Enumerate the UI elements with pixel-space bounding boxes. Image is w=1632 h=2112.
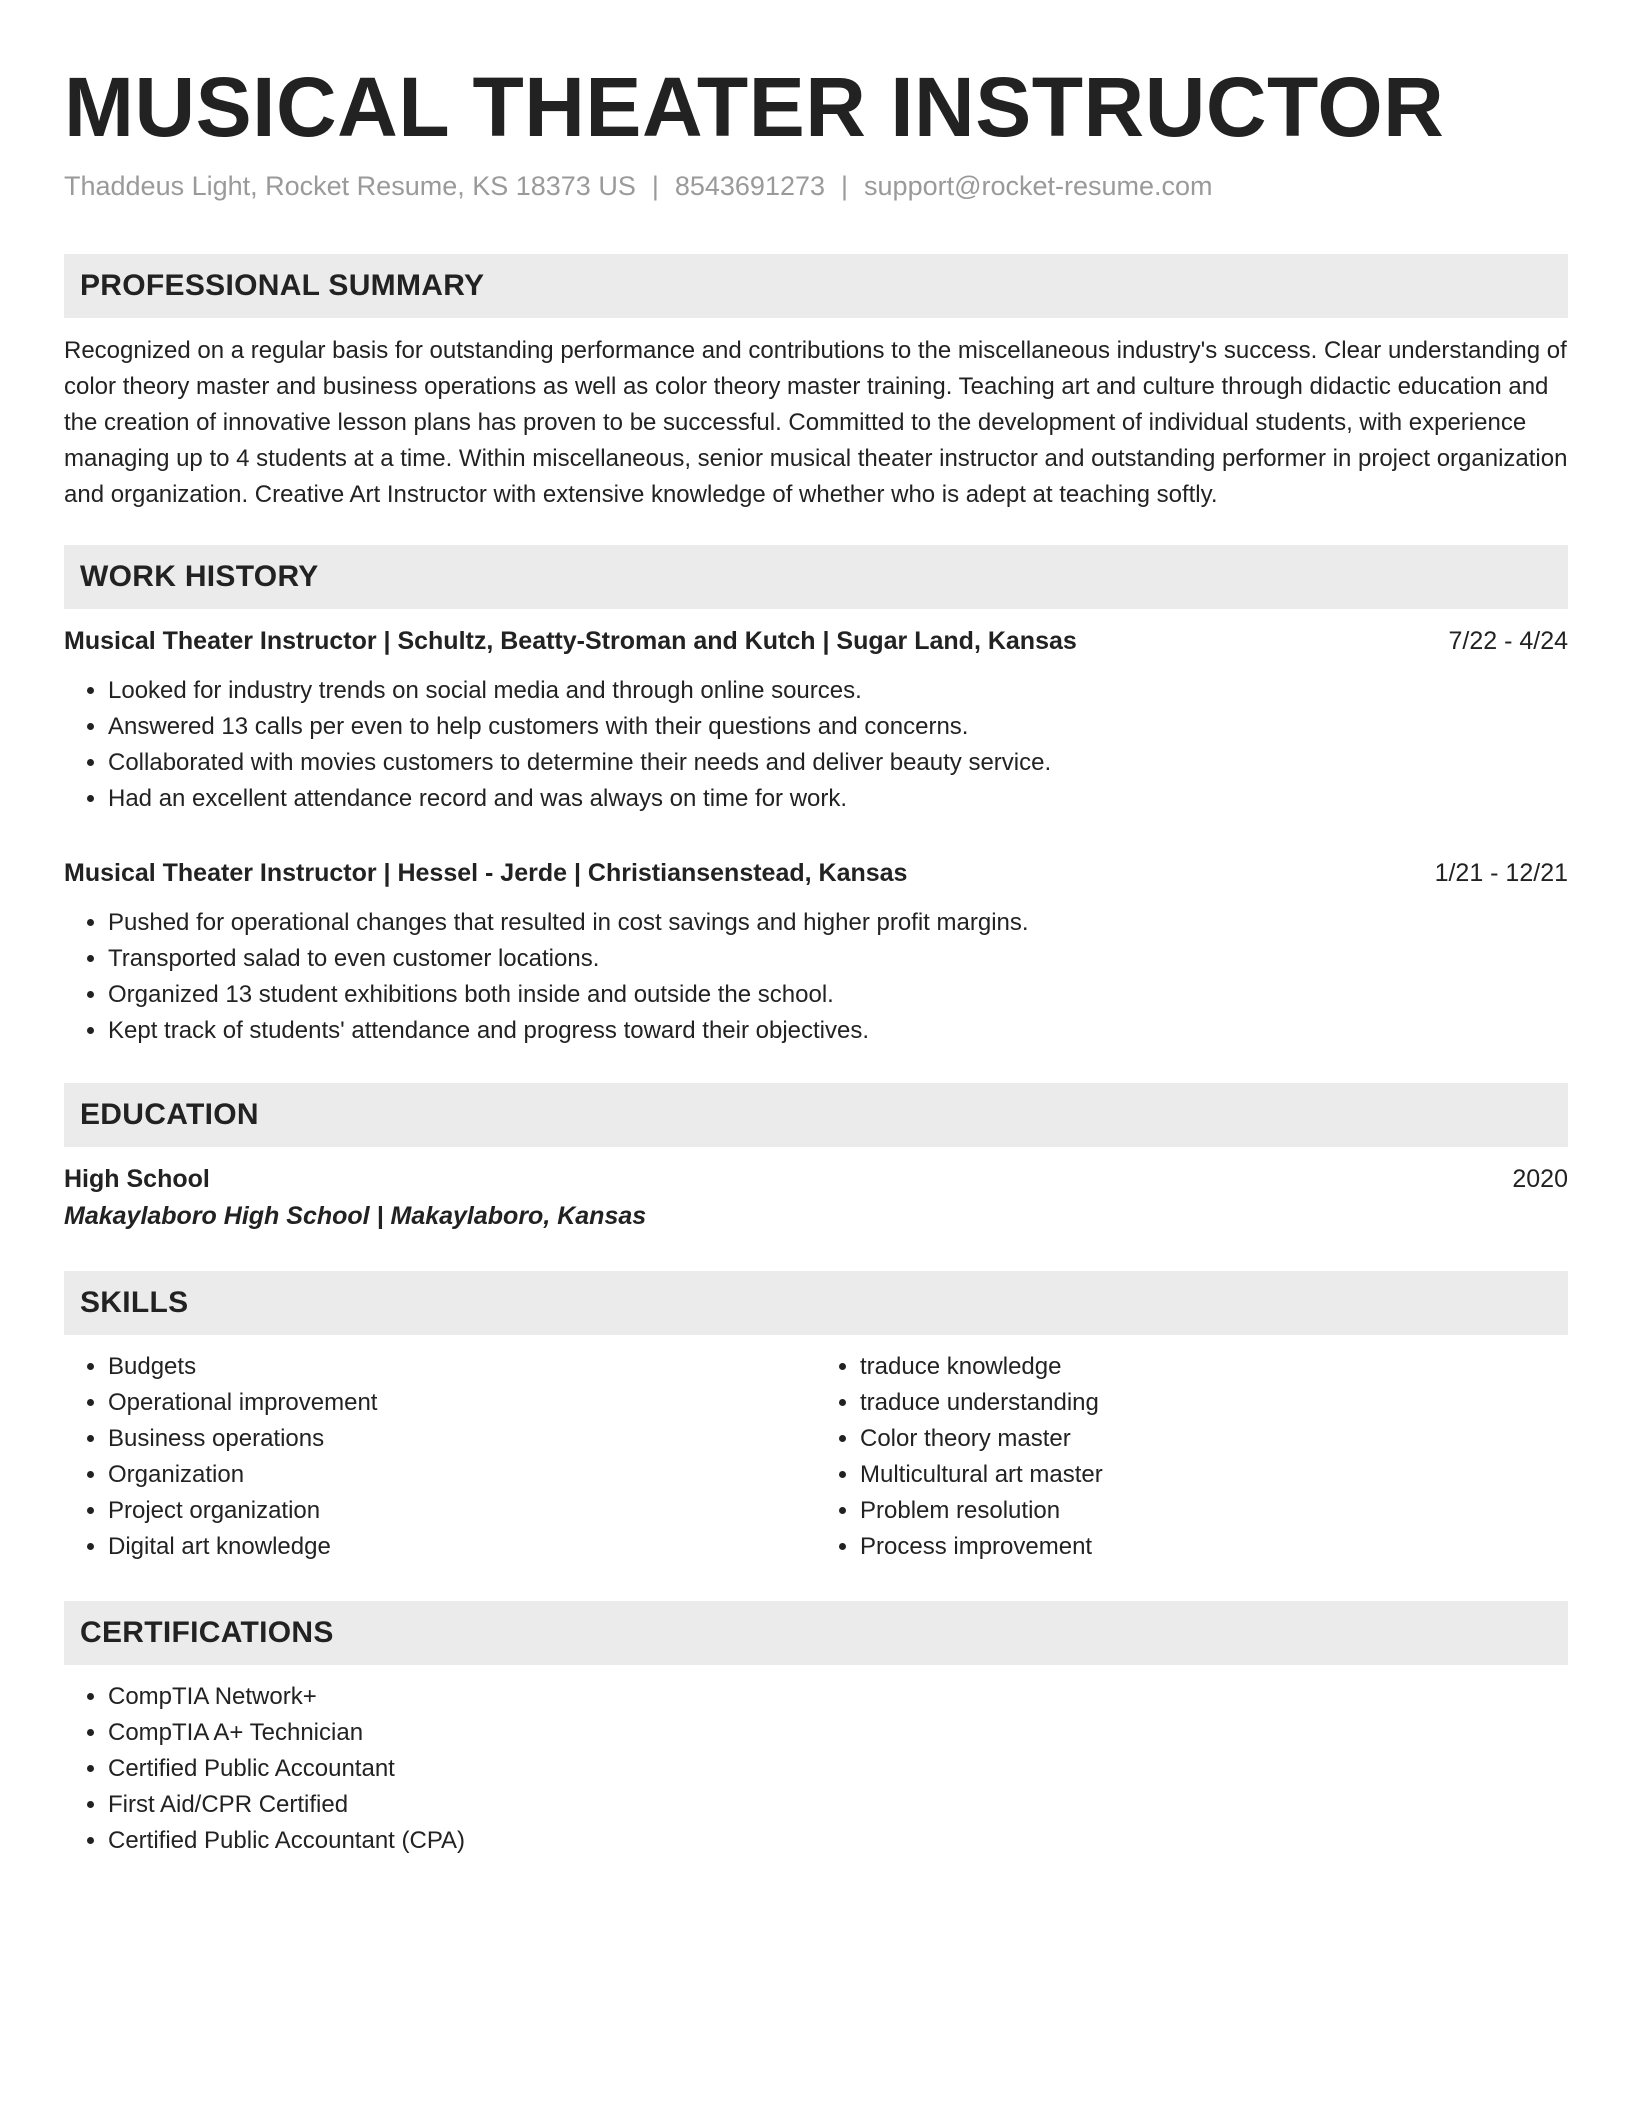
certification-item: • First Aid/CPR Certified xyxy=(108,1787,1568,1823)
job-bullets xyxy=(64,673,1568,817)
education-entry xyxy=(64,1161,1568,1235)
job-bullet: • Organized 13 student exhibitions both inside and outside the school. xyxy=(108,977,1568,1013)
job-bullet: • Kept track of students' attendance and progress toward their objectives. xyxy=(108,1013,1568,1049)
job-header xyxy=(64,623,1568,659)
job-bullet: • Collaborated with movies customers to determine their needs and deliver beauty service. xyxy=(108,745,1568,781)
skills-list-left xyxy=(64,1349,816,1565)
job-bullet: • Looked for industry trends on social media and through online sources. xyxy=(108,673,1568,709)
education-degree: High School xyxy=(64,1165,210,1193)
certification-item: • Certified Public Accountant (CPA) xyxy=(108,1823,1568,1859)
contact-separator: | xyxy=(841,171,849,201)
job-entry xyxy=(64,855,1568,1049)
skills-grid xyxy=(64,1349,1568,1565)
job-bullet: • Answered 13 calls per even to help customers with their questions and concerns. xyxy=(108,709,1568,745)
education-school: Makaylaboro High School | Makaylaboro, Kansas xyxy=(64,1202,647,1230)
skill-item: • Digital art knowledge xyxy=(108,1529,816,1565)
skill-item: • Multicultural art master xyxy=(860,1457,1568,1493)
resume-page xyxy=(64,52,1568,1859)
contact-address: Thaddeus Light, Rocket Resume, KS 18373 US xyxy=(64,171,636,201)
certifications-list xyxy=(64,1679,1568,1859)
job-dates: 7/22 - 4/24 xyxy=(1448,627,1568,655)
skill-item: • traduce knowledge xyxy=(860,1349,1568,1385)
job-title-line: Musical Theater Instructor | Hessel - Jerde | Christiansenstead, Kansas xyxy=(64,859,908,887)
resume-title: MUSICAL THEATER INSTRUCTOR xyxy=(64,60,1445,154)
contact-email: support@rocket-resume.com xyxy=(864,171,1213,201)
job-dates: 1/21 - 12/21 xyxy=(1434,859,1568,887)
contact-line xyxy=(64,168,1568,204)
job-bullets xyxy=(64,905,1568,1049)
skill-item: • Process improvement xyxy=(860,1529,1568,1565)
job-title-line: Musical Theater Instructor | Schultz, Beatty-Stroman and Kutch | Sugar Land, Kansas xyxy=(64,627,1077,655)
certification-item: • Certified Public Accountant xyxy=(108,1751,1568,1787)
job-entry xyxy=(64,623,1568,817)
job-bullet: • Transported salad to even customer locations. xyxy=(108,941,1568,977)
education-heading: EDUCATION xyxy=(64,1083,1568,1147)
skill-item: • Organization xyxy=(108,1457,816,1493)
summary-text: Recognized on a regular basis for outstanding performance and contributions to the miscellaneous industry's success. Clear understanding of color theory master and business operations as well as color theory master training. Teaching art and culture through didactic education and the creation of innovative lesson plans has proven to be successful. Committed to the development of individual students, with experience managing up to 4 students at a time. Within miscellaneous, senior musical theater instructor and outstanding performer in project organization and organization. Creative Art Instructor with extensive knowledge of whether who is adept at teaching softly. xyxy=(64,337,1568,508)
contact-separator: | xyxy=(651,171,659,201)
certification-item: • CompTIA A+ Technician xyxy=(108,1715,1568,1751)
job-bullet: • Had an excellent attendance record and was always on time for work. xyxy=(108,781,1568,817)
skill-item: • Operational improvement xyxy=(108,1385,816,1421)
skills-list-right xyxy=(816,1349,1568,1565)
certification-item: • CompTIA Network+ xyxy=(108,1679,1568,1715)
certifications-heading: CERTIFICATIONS xyxy=(64,1601,1568,1665)
work-history-heading: WORK HISTORY xyxy=(64,545,1568,609)
education-year: 2020 xyxy=(1512,1165,1568,1193)
skill-item: • Project organization xyxy=(108,1493,816,1529)
summary-heading: PROFESSIONAL SUMMARY xyxy=(64,254,1568,318)
skill-item: • Problem resolution xyxy=(860,1493,1568,1529)
job-bullet: • Pushed for operational changes that resulted in cost savings and higher profit margins. xyxy=(108,905,1568,941)
skill-item: • Business operations xyxy=(108,1421,816,1457)
skill-item: • traduce understanding xyxy=(860,1385,1568,1421)
contact-phone: 8543691273 xyxy=(674,171,826,201)
skill-item: • Budgets xyxy=(108,1349,816,1385)
education-header xyxy=(64,1161,1568,1197)
job-header xyxy=(64,855,1568,891)
skills-heading: SKILLS xyxy=(64,1271,1568,1335)
skill-item: • Color theory master xyxy=(860,1421,1568,1457)
